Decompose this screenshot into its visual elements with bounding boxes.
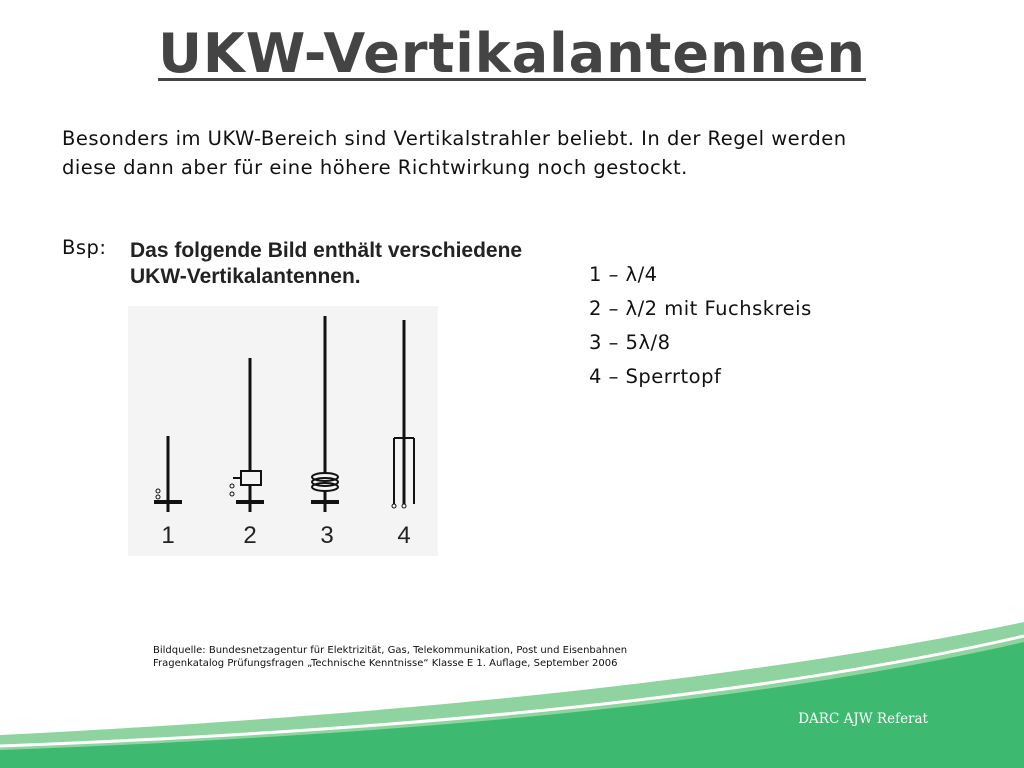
figure-caption-line-1: Das folgende Bild enthält verschiedene [130,239,523,262]
source-line-2: Fragenkatalog Prüfungsfragen „Technische Kenntnisse“ Klasse E 1. Auflage, September 2006 [153,658,618,669]
antenna-4-sperrtopf [392,320,414,508]
antenna-number-3: 3 [320,522,334,549]
footer-label: DARC AJW Referat [798,711,928,727]
antenna-drawing [128,306,438,556]
figure-caption [130,238,560,290]
intro-line-1: Besonders im UKW-Bereich sind Vertikalstrahler beliebt. In der Regel werden [62,127,847,150]
intro-text [62,124,942,182]
example-label: Bsp: [62,236,107,259]
antenna-3-five-eighth-wave [311,316,339,512]
antenna-number-1: 1 [161,522,175,549]
antenna-number-4: 4 [397,522,411,549]
antenna-figure [126,236,556,556]
intro-line-2: diese dann aber für eine höhere Richtwirkung noch gestockt. [62,156,688,179]
antenna-2-fuchskreis [230,358,264,512]
antenna-drawing-svg [128,306,438,556]
antenna-1-quarter-wave [154,436,182,512]
antenna-number-2: 2 [243,522,257,549]
antenna-legend [589,258,812,394]
legend-item: 2 – λ/2 mit Fuchskreis [589,297,812,320]
slide-title: UKW-Vertikalantennen [158,22,866,85]
legend-item: 3 – 5λ/8 [589,331,671,354]
figure-caption-line-2: UKW-Vertikalantennen. [130,265,361,288]
source-line-1: Bildquelle: Bundesnetzagentur für Elektrizität, Gas, Telekommunikation, Post und Eisenbahnen [153,645,628,656]
decorative-wave [0,600,1024,768]
legend-item: 4 – Sperrtopf [589,365,722,388]
legend-item: 1 – λ/4 [589,263,658,286]
